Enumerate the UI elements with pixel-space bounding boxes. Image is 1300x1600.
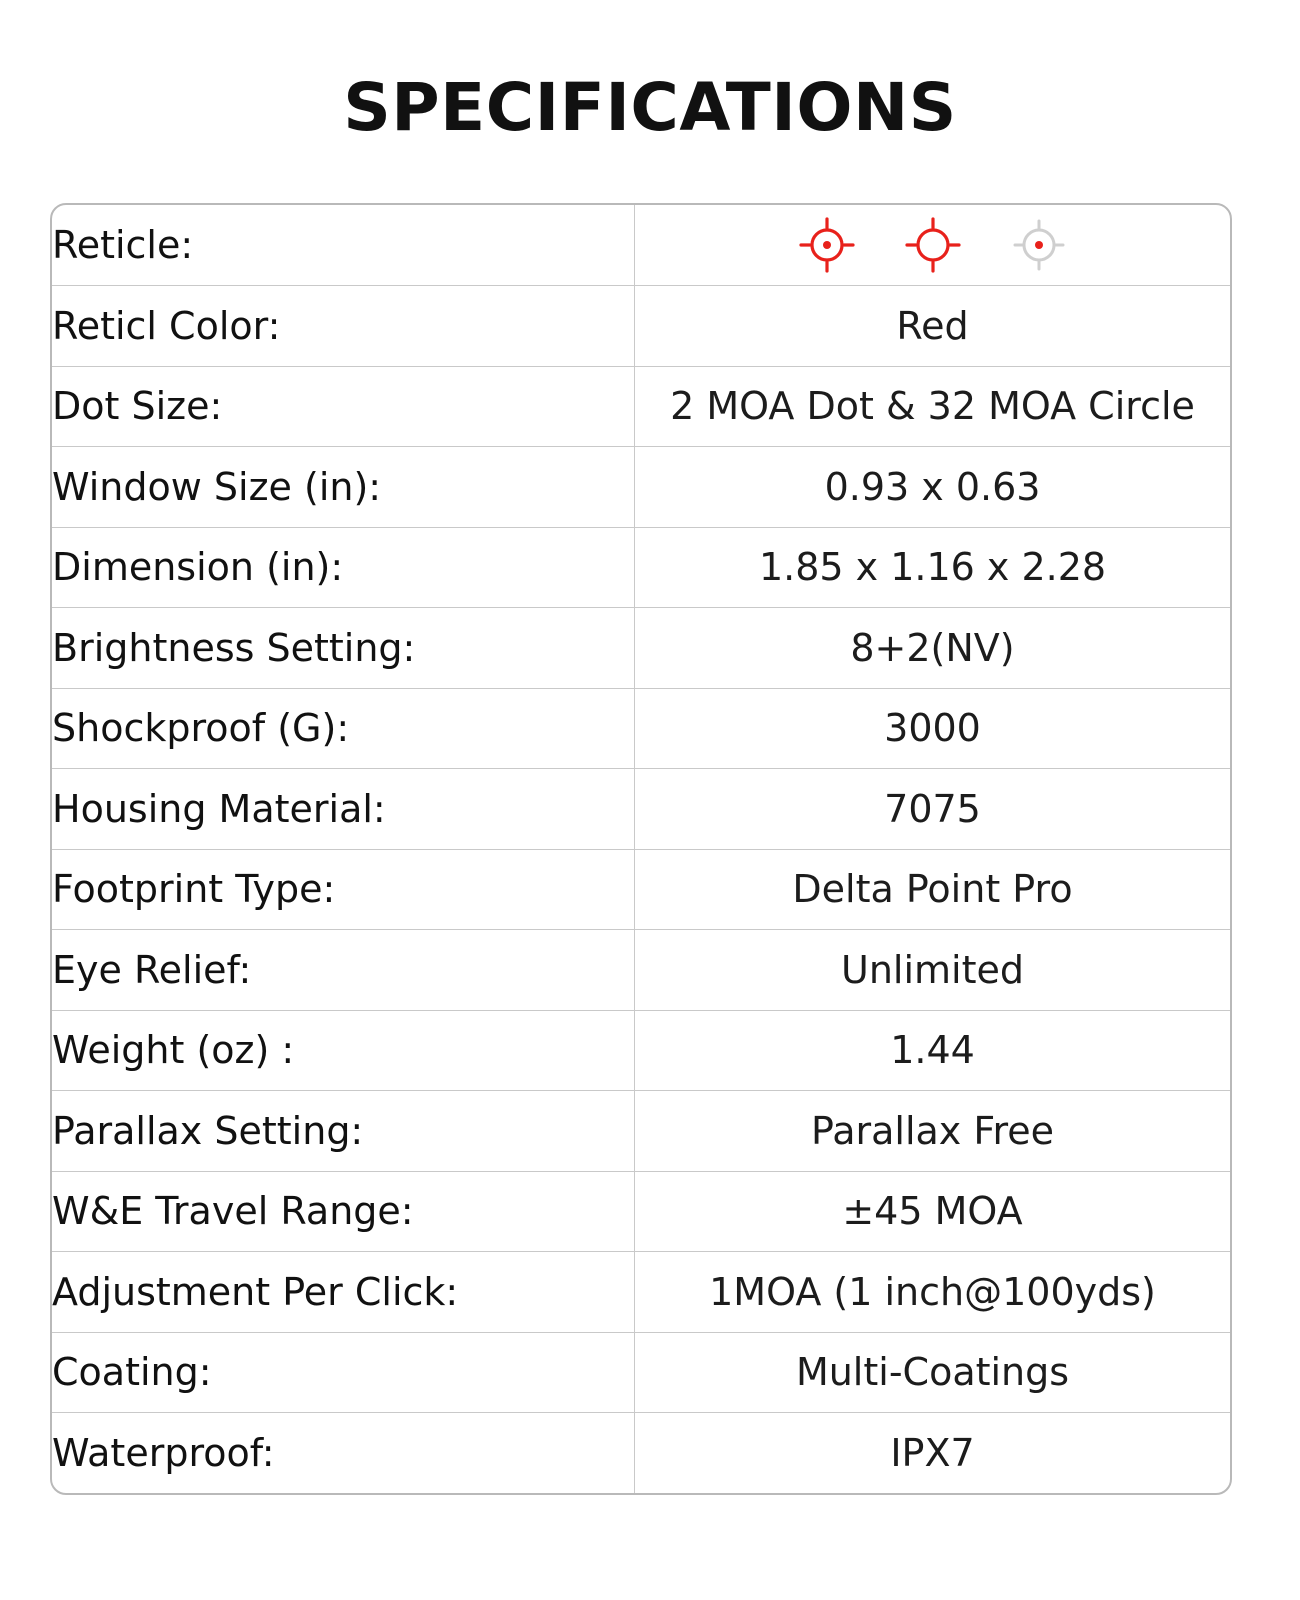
spec-value: ±45 MOA: [635, 1171, 1231, 1252]
spec-label: Footprint Type:: [52, 849, 635, 930]
spec-label: Window Size (in):: [52, 447, 635, 528]
spec-value: Delta Point Pro: [635, 849, 1231, 930]
table-row: [52, 1413, 1230, 1494]
table-row: [52, 1010, 1230, 1091]
spec-label: Coating:: [52, 1332, 635, 1413]
reticle-icon-group: [635, 214, 1230, 276]
spec-value: Red: [635, 286, 1231, 367]
table-row: [52, 849, 1230, 930]
table-row: [52, 447, 1230, 528]
spec-label: Dot Size:: [52, 366, 635, 447]
spec-value: 8+2(NV): [635, 608, 1231, 689]
reticle-dot-icon: [1008, 214, 1070, 276]
spec-label: Shockproof (G):: [52, 688, 635, 769]
table-row: [52, 205, 1230, 286]
table-row: [52, 1252, 1230, 1333]
table-row: [52, 527, 1230, 608]
spec-value: Unlimited: [635, 930, 1231, 1011]
specifications-table-container: [50, 203, 1232, 1495]
table-row: [52, 930, 1230, 1011]
spec-value: 3000: [635, 688, 1231, 769]
spec-label: Housing Material:: [52, 769, 635, 850]
table-row: [52, 1091, 1230, 1172]
spec-label: Brightness Setting:: [52, 608, 635, 689]
spec-value: Multi-Coatings: [635, 1332, 1231, 1413]
spec-label: Weight (oz) :: [52, 1010, 635, 1091]
spec-label: Eye Relief:: [52, 930, 635, 1011]
spec-value: IPX7: [890, 1431, 975, 1475]
spec-label: Waterproof:: [52, 1413, 635, 1494]
spec-value: 7075: [635, 769, 1231, 850]
spec-value-reticle: [635, 205, 1231, 286]
spec-value: 0.93 x 0.63: [635, 447, 1231, 528]
table-row: [52, 286, 1230, 367]
reticle-circle-icon: [902, 214, 964, 276]
table-row: [52, 366, 1230, 447]
spec-value: 1.85 x 1.16 x 2.28: [635, 527, 1231, 608]
specifications-table: [52, 205, 1230, 1493]
spec-value: 1MOA (1 inch@100yds): [635, 1252, 1231, 1333]
spec-value: Parallax Free: [635, 1091, 1231, 1172]
table-row: [52, 608, 1230, 689]
spec-value: 2 MOA Dot & 32 MOA Circle: [635, 366, 1231, 447]
spec-value: 1.44: [635, 1010, 1231, 1091]
spec-label: Reticl Color:: [52, 286, 635, 367]
spec-label: Adjustment Per Click:: [52, 1252, 635, 1333]
page-title: SPECIFICATIONS: [343, 69, 957, 146]
spec-label: Dimension (in):: [52, 527, 635, 608]
reticle-circle-dot-icon: [796, 214, 858, 276]
table-row: [52, 1171, 1230, 1252]
table-row: [52, 688, 1230, 769]
table-row: [52, 769, 1230, 850]
spec-label: W&E Travel Range:: [52, 1171, 635, 1252]
table-row: [52, 1332, 1230, 1413]
spec-label: Parallax Setting:: [52, 1091, 635, 1172]
spec-label: Reticle:: [52, 205, 635, 286]
